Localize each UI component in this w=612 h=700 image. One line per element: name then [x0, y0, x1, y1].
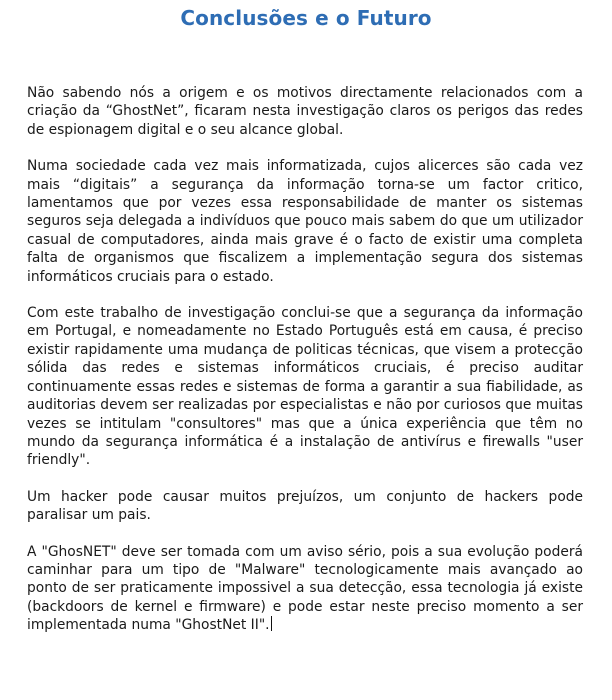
- page-title: Conclusões e o Futuro: [180, 6, 432, 30]
- paragraph-2: Numa sociedade cada vez mais informatizada, cujos alicerces são cada vez mais “digitais” a segurança da informação torna-se um factor critico, lamentamos que por vezes essa responsabilidade de manter os sistemas seguros seja delegada a indivíduos que pouco mais sabem do que um utilizador casual de computadores, ainda mais grave é o facto de existir uma completa falta de organismos que fiscalizem a implementação segura dos sistemas informáticos cruciais para o estado.: [27, 158, 583, 285]
- paragraph-5: [27, 543, 583, 635]
- text-cursor: [271, 616, 272, 631]
- paragraph-4: Um hacker pode causar muitos prejuízos, um conjunto de hackers pode paralisar um pais.: [27, 488, 583, 524]
- paragraph-3: Com este trabalho de investigação conclui-se que a segurança da informação em Portugal, e nomeadamente no Estado Português está em causa, é preciso existir rapidamente uma mudança de politicas técnicas, que visem a protecção sólida das redes e sistemas informáticos cruciais, é preciso auditar continuamente essas redes e sistemas de forma a garantir a sua fiabilidade, as auditorias devem ser realizadas por especialistas e não por curiosos que muitas vezes se intitulam "consultores" mas que a única experiência que têm no mundo da segurança informática é a instalação de antivírus e firewalls "user friendly".: [27, 305, 583, 469]
- document-body[interactable]: [27, 84, 583, 635]
- paragraph-1: Não sabendo nós a origem e os motivos directamente relacionados com a criação da “GhostNet”, ficaram nesta investigação claros os perigos das redes de espionagem digital e o seu alcance global.: [27, 85, 583, 138]
- paragraph-5-text: A "GhosNET" deve ser tomada com um aviso sério, pois a sua evolução poderá caminhar para um tipo de "Malware" tecnologicamente mais avançado ao ponto de ser praticamente impossivel a sua detecção, essa tecnologia já existe (backdoors de kernel e firmware) e pode estar neste preciso momento a ser implementada numa "GhostNet II".: [27, 543, 583, 634]
